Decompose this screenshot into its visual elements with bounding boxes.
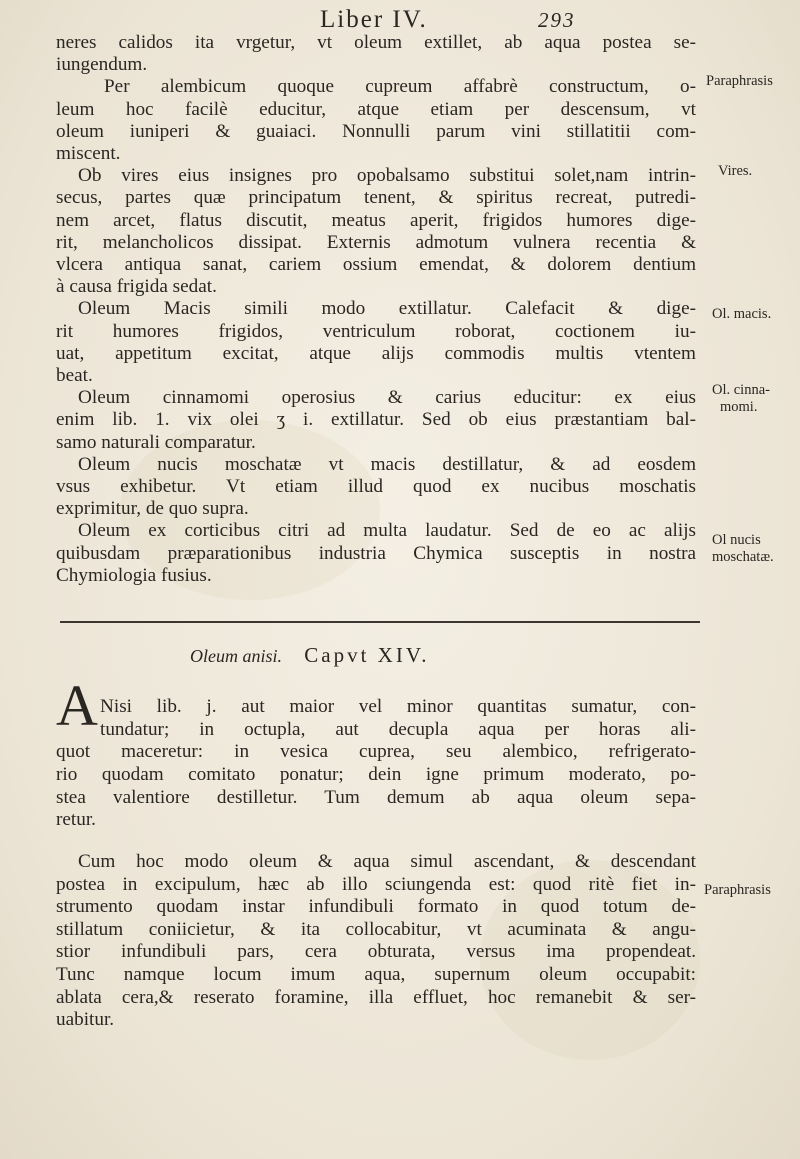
text-line: stillatum coniicietur, & ita collocabitur, vt acuminata & angu-: [56, 918, 696, 940]
text-line: Per alembicum quoque cupreum affabrè constructum, o-: [104, 76, 696, 98]
margin-note-cinnamomi: [712, 382, 800, 416]
text-line: oleum iuniperi & guaiaci. Nonnulli parum vini stillatitii com-: [56, 120, 696, 142]
text-line: stior infundibuli pars, cera obturata, versus ima propendeat.: [56, 941, 696, 963]
paragraph-continuation: [56, 32, 696, 76]
text-line: Nisi lib. j. aut maior vel minor quantitas sumatur, con-: [100, 696, 696, 718]
margin-note-paraphrasis: Paraphrasis: [706, 73, 773, 89]
text-line: Oleum Macis simili modo extillatur. Calefacit & dige-: [78, 298, 696, 320]
text-line: quibusdam præparationibus industria Chymica susceptis in nostra: [56, 542, 696, 564]
text-line: nem arcet, flatus discutit, meatus aperit, frigidos humores dige-: [56, 209, 696, 231]
text-line: enim lib. 1. vix olei ʒ i. extillatur. Sed ob eius præstantiam bal-: [56, 409, 696, 431]
text-line: Ob vires eius insignes pro opobalsamo substitui solet,nam intrin-: [78, 165, 696, 187]
text-line: stea valentiore destilletur. Tum demum ab aqua oleum sepa-: [56, 786, 696, 808]
paragraph-separation: [56, 851, 696, 1032]
margin-note-paraphrasis: Paraphrasis: [704, 882, 771, 898]
section-anisi: [56, 673, 696, 1051]
paragraph-alembic: [56, 76, 696, 165]
text-line: Oleum cinnamomi operosius & carius educitur: ex eius: [78, 387, 696, 409]
text-line: leum hoc facilè educitur, atque etiam per descensum, vt: [56, 98, 696, 120]
margin-note-nucis: [712, 532, 800, 566]
margin-note-line: moschatæ.: [712, 549, 774, 565]
margin-note-line: Ol nucis: [712, 532, 761, 548]
text-line: secus, partes quæ principatum tenent, & spiritus recreat, putredi-: [56, 187, 696, 209]
section-divider: [60, 621, 700, 623]
paragraph-procedure: [56, 696, 696, 832]
chapter-number: Capvt XIV.: [304, 643, 430, 667]
text-line: uabitur.: [56, 1009, 115, 1031]
paragraph-vires: [56, 165, 696, 298]
text-line: tundatur; in octupla, aut decupla aqua per horas ali-: [100, 718, 696, 740]
text-line: Cum hoc modo oleum & aqua simul ascendant, & descendant: [78, 850, 696, 872]
text-line: beat.: [56, 365, 93, 387]
page-number: 293: [538, 8, 576, 32]
section-oils: [56, 32, 696, 587]
chapter-name: Oleum anisi.: [190, 646, 282, 666]
text-line: Oleum ex corticibus citri ad multa laudatur. Sed de eo ac alijs: [78, 520, 696, 542]
text-line: rit, melancholicos dissipat. Externis admotum vulnera recentia &: [56, 231, 696, 253]
text-line: exprimitur, de quo supra.: [56, 498, 249, 520]
text-line: à causa frigida sedat.: [56, 276, 217, 298]
text-line: rit humores frigidos, ventriculum roborat, coctionem iu-: [56, 320, 696, 342]
text-line: vsus exhibetur. Vt etiam illud quod ex nucibus moschatis: [56, 476, 696, 498]
text-line: miscent.: [56, 143, 121, 165]
text-line: Chymiologia fusius.: [56, 564, 212, 586]
text-line: rio quodam comitato ponatur; dein igne primum moderato, po-: [56, 763, 696, 785]
paragraph-nucis: [56, 454, 696, 521]
text-line: Oleum nucis moschatæ vt macis destillatur, & ad eosdem: [78, 453, 696, 475]
text-line: ablata cera,& reserato foramine, illa effluet, hoc remanebit & ser-: [56, 986, 696, 1008]
text-line: Tunc namque locum imum aqua, supernum oleum occupabit:: [56, 963, 696, 985]
margin-note-line: Ol. cinna-: [712, 382, 770, 398]
paragraph-citri: [56, 520, 696, 587]
book-title: Liber IV.: [320, 6, 428, 33]
text-line: neres calidos ita vrgetur, vt oleum extillet, ab aqua postea se-: [56, 32, 696, 53]
text-line: postea in excipulum, hæc ab illo sciungenda est: quod ritè fiet in-: [56, 873, 696, 895]
running-header: [300, 2, 600, 36]
text-line: vlcera antiqua sanat, cariem ossium emendat, & dolorem dentium: [56, 254, 696, 276]
paragraph-cinnamomi: [56, 387, 696, 454]
margin-note-line: momi.: [720, 399, 758, 415]
chapter-heading: [190, 643, 630, 673]
text-line: strumento quodam instar infundibuli formato in quod totum de-: [56, 896, 696, 918]
drop-cap: A: [56, 673, 98, 738]
text-line: samo naturali comparatur.: [56, 431, 256, 453]
margin-note-macis: Ol. macis.: [712, 306, 772, 322]
margin-note-vires: Vires.: [718, 163, 753, 179]
text-line: iungendum.: [56, 54, 148, 76]
text-line: uat, appetitum excitat, atque alijs commodis multis vtentem: [56, 342, 696, 364]
text-line: retur.: [56, 809, 96, 831]
paragraph-macis: [56, 298, 696, 387]
text-line: quot maceretur: in vesica cuprea, seu alembico, refrigerato-: [56, 741, 696, 763]
